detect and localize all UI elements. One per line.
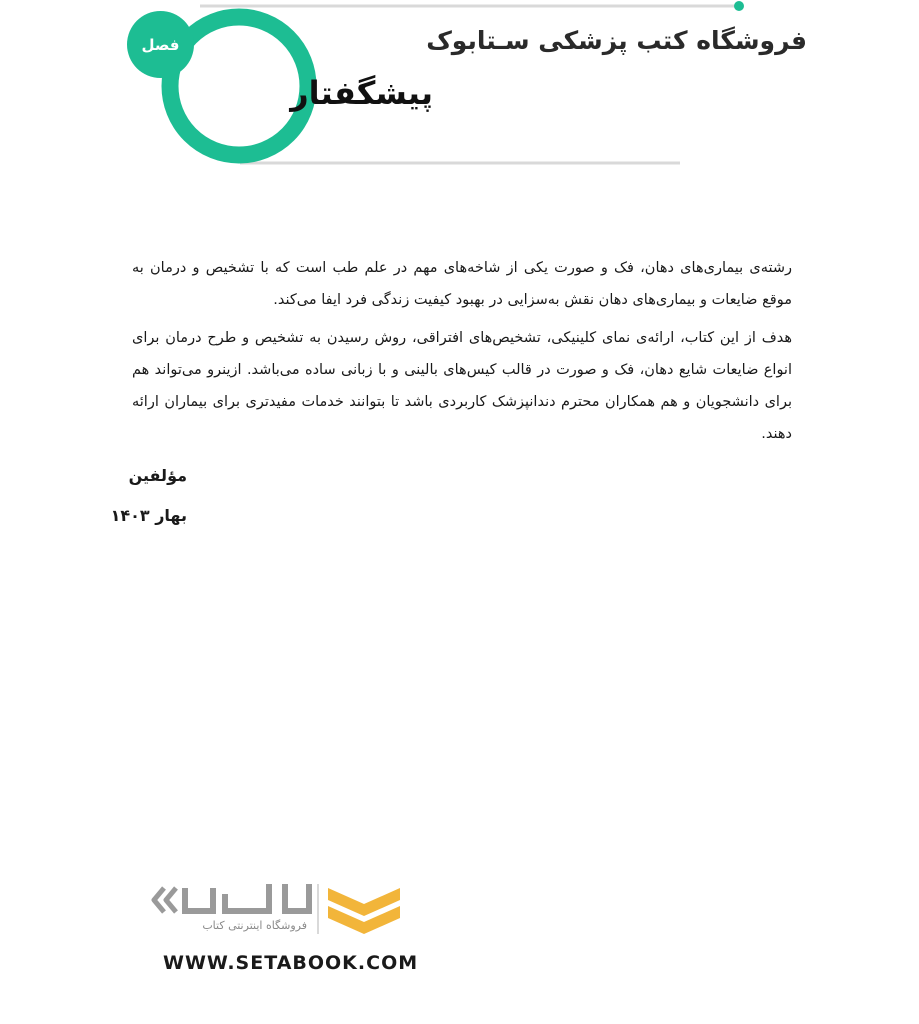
store-title: فروشگاه کتب پزشکی سـتابوک xyxy=(426,26,807,55)
chapter-badge xyxy=(127,11,194,78)
logo-url: WWW.SETABOOK.COM xyxy=(163,952,419,974)
signature-date: بهار ۱۴۰۳ xyxy=(110,506,187,525)
logo-chevron-icon xyxy=(154,888,176,912)
authors-signature: مؤلفین xyxy=(128,466,187,485)
preface-paragraph: هدف از این کتاب، ارائه‌ی نمای کلینیکی، تشخیص‌های افتراقی، روش رسیدن به تشخیص و طرح درمان برای انواع ضایعات شایع دهان، فک و صورت در قالب کیس‌های بالینی و با زبانی ساده می‌باشد. ازینرو می‌تواند هم برای دانشجویان و هم همکاران محترم دندانپزشک کاربردی باشد تا بتوانند خدمات مفیدتری برای بیماران ارائه دهند. xyxy=(132,330,792,442)
chapter-label: فصل xyxy=(141,35,180,54)
logo-wordmark-shape xyxy=(182,884,312,914)
logo-book-icon xyxy=(328,888,400,934)
preface-paragraph: رشته‌ی بیماری‌های دهان، فک و صورت یکی از شاخه‌های مهم در علم طب است که با تشخیص و درمان به موقع ضایعات و بیماری‌های دهان نقش به‌سزایی در بهبود کیفیت زندگی فرد ایفا می‌کند. xyxy=(132,260,792,308)
preface-body xyxy=(132,252,792,456)
page-title: پیشگفتار xyxy=(290,74,433,112)
header-top-rule-dot xyxy=(734,1,744,11)
logo-subtitle: فروشگاه اینترنتی کتاب xyxy=(202,919,307,932)
